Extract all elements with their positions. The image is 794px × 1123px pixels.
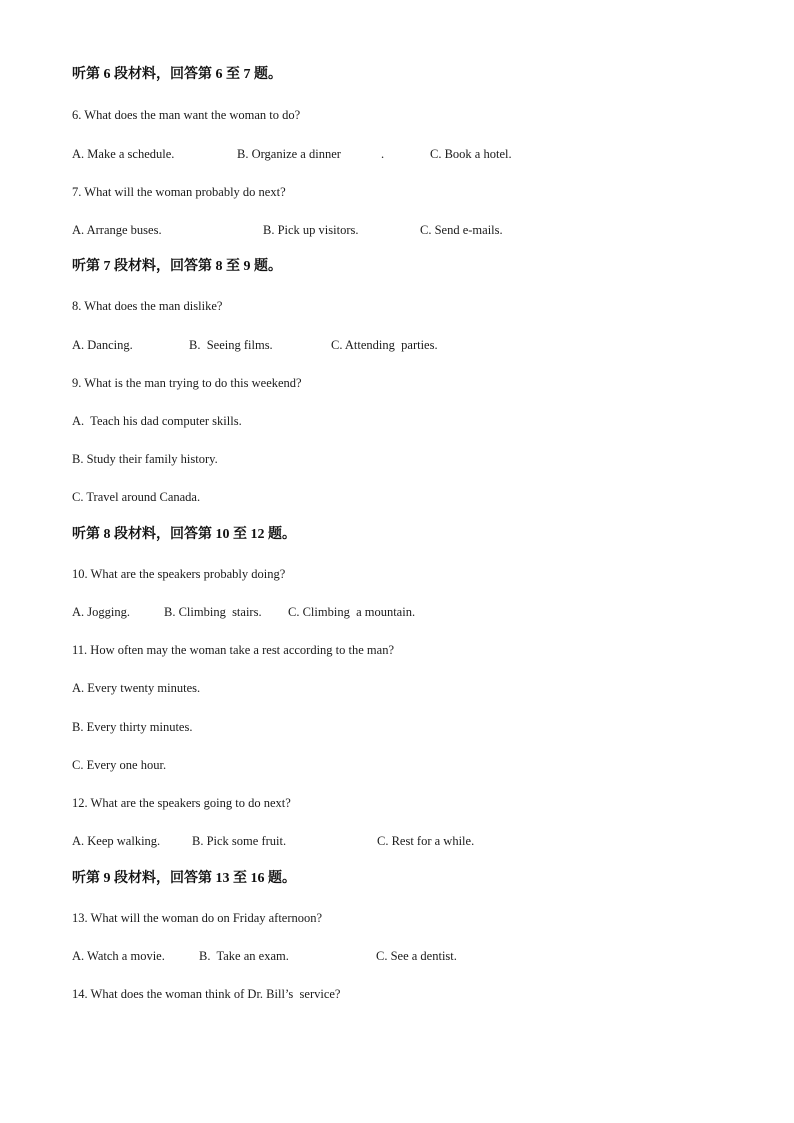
option-6b: B. Organize a dinner (237, 147, 341, 161)
option-8b: B. Seeing films. (189, 338, 273, 352)
option-11c: C. Every one hour. (72, 758, 167, 772)
option-6c: C. Book a hotel. (430, 147, 512, 161)
question-10: 10. What are the speakers probably doing? (72, 567, 286, 581)
question-6: 6. What does the man want the woman to do? (72, 108, 301, 122)
option-13a: A. Watch a movie. (72, 949, 165, 963)
option-9a: A. Teach his dad computer skills. (72, 414, 242, 428)
option-13c: C. See a dentist. (376, 949, 457, 963)
option-12b: B. Pick some fruit. (192, 834, 287, 848)
question-12: 12. What are the speakers going to do next? (72, 796, 291, 810)
option-7a: A. Arrange buses. (72, 223, 162, 237)
section-heading-10-12: 听第 8 段材料，回答第 10 至 12 题。 (72, 527, 296, 542)
section-heading-8-9: 听第 7 段材料，回答第 8 至 9 题。 (72, 259, 282, 274)
option-8a: A. Dancing. (72, 338, 133, 352)
option-7c: C. Send e-mails. (420, 223, 503, 237)
section-heading-13-16: 听第 9 段材料，回答第 13 至 16 题。 (72, 871, 296, 886)
question-9: 9. What is the man trying to do this weekend? (72, 376, 302, 390)
option-12a: A. Keep walking. (72, 834, 161, 848)
option-10b: B. Climbing stairs. (164, 605, 262, 619)
question-11: 11. How often may the woman take a rest according to the man? (72, 643, 394, 657)
option-10a: A. Jogging. (72, 605, 130, 619)
section-heading-6-7: 听第 6 段材料，回答第 6 至 7 题。 (72, 67, 282, 82)
option-9b: B. Study their family history. (72, 452, 218, 466)
question-8: 8. What does the man dislike? (72, 299, 223, 313)
option-9c: C. Travel around Canada. (72, 490, 201, 504)
question-13: 13. What will the woman do on Friday afternoon? (72, 911, 323, 925)
option-7b: B. Pick up visitors. (263, 223, 359, 237)
option-6a: A. Make a schedule. (72, 147, 175, 161)
question-14: 14. What does the woman think of Dr. Bill’s service? (72, 987, 341, 1001)
option-11a: A. Every twenty minutes. (72, 681, 201, 695)
option-10c: C. Climbing a mountain. (288, 605, 416, 619)
option-12c: C. Rest for a while. (377, 834, 475, 848)
option-6b-period: . (381, 147, 385, 161)
option-8c: C. Attending parties. (331, 338, 438, 352)
option-13b: B. Take an exam. (199, 949, 289, 963)
option-11b: B. Every thirty minutes. (72, 720, 193, 734)
question-7: 7. What will the woman probably do next? (72, 185, 286, 199)
